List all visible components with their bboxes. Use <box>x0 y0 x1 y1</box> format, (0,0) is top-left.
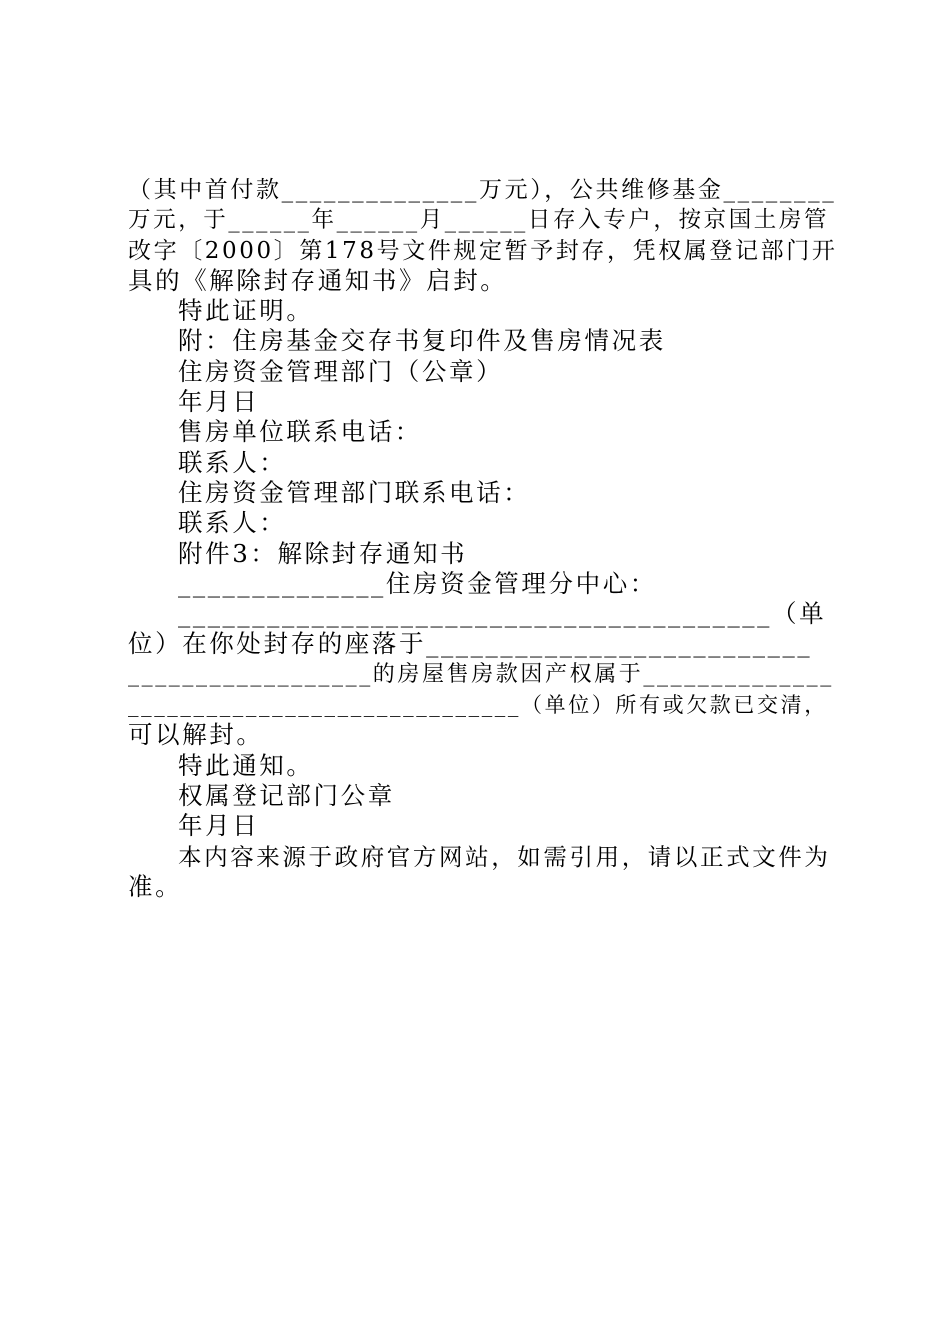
notice-line-5: 可以解封。 <box>128 720 264 750</box>
seller-phone-label: 售房单位联系电话： <box>178 417 422 447</box>
addressee-line: ______________住房资金管理分中心： <box>178 568 657 598</box>
attachment-note: 附：住房基金交存书复印件及售房情况表 <box>178 326 666 356</box>
source-disclaimer-line-2: 准。 <box>128 871 183 901</box>
fund-dept-contact-label: 联系人： <box>178 508 287 538</box>
paragraph-line-2: 万元，于______年______月______日存入专户，按京国土房管 <box>128 207 830 234</box>
source-disclaimer-line-1: 本内容来源于政府官方网站，如需引用，请以正式文件为 <box>178 842 831 871</box>
notice-line-3: __________________的房屋售房款因产权属于______________ <box>128 661 834 687</box>
date-line-2: 年月日 <box>178 811 260 841</box>
paragraph-line-3: 改字〔2000〕第178号文件规定暂予封存，凭权属登记部门开 <box>128 237 838 264</box>
notice-statement: 特此通知。 <box>178 750 314 780</box>
seller-contact-label: 联系人： <box>178 447 287 477</box>
date-line: 年月日 <box>178 387 260 417</box>
certification-statement: 特此证明。 <box>178 296 314 326</box>
notice-line-2: 位）在你处封存的座落于__________________________ <box>128 629 813 659</box>
notice-line-1: ________________________________________（单 <box>178 599 827 629</box>
fund-dept-phone-label: 住房资金管理部门联系电话： <box>178 477 531 507</box>
paragraph-line-4: 具的《解除封存通知书》启封。 <box>128 265 508 295</box>
housing-fund-seal: 住房资金管理部门（公章） <box>178 356 504 386</box>
appendix-title: 附件3：解除封存通知书 <box>178 538 468 568</box>
document-body <box>128 175 838 902</box>
registry-seal: 权属登记部门公章 <box>178 780 395 810</box>
paragraph-line-1: （其中首付款______________万元），公共维修基金________ <box>128 177 837 203</box>
notice-line-4: ______________________________（单位）所有或欠款已交清， <box>128 693 828 718</box>
